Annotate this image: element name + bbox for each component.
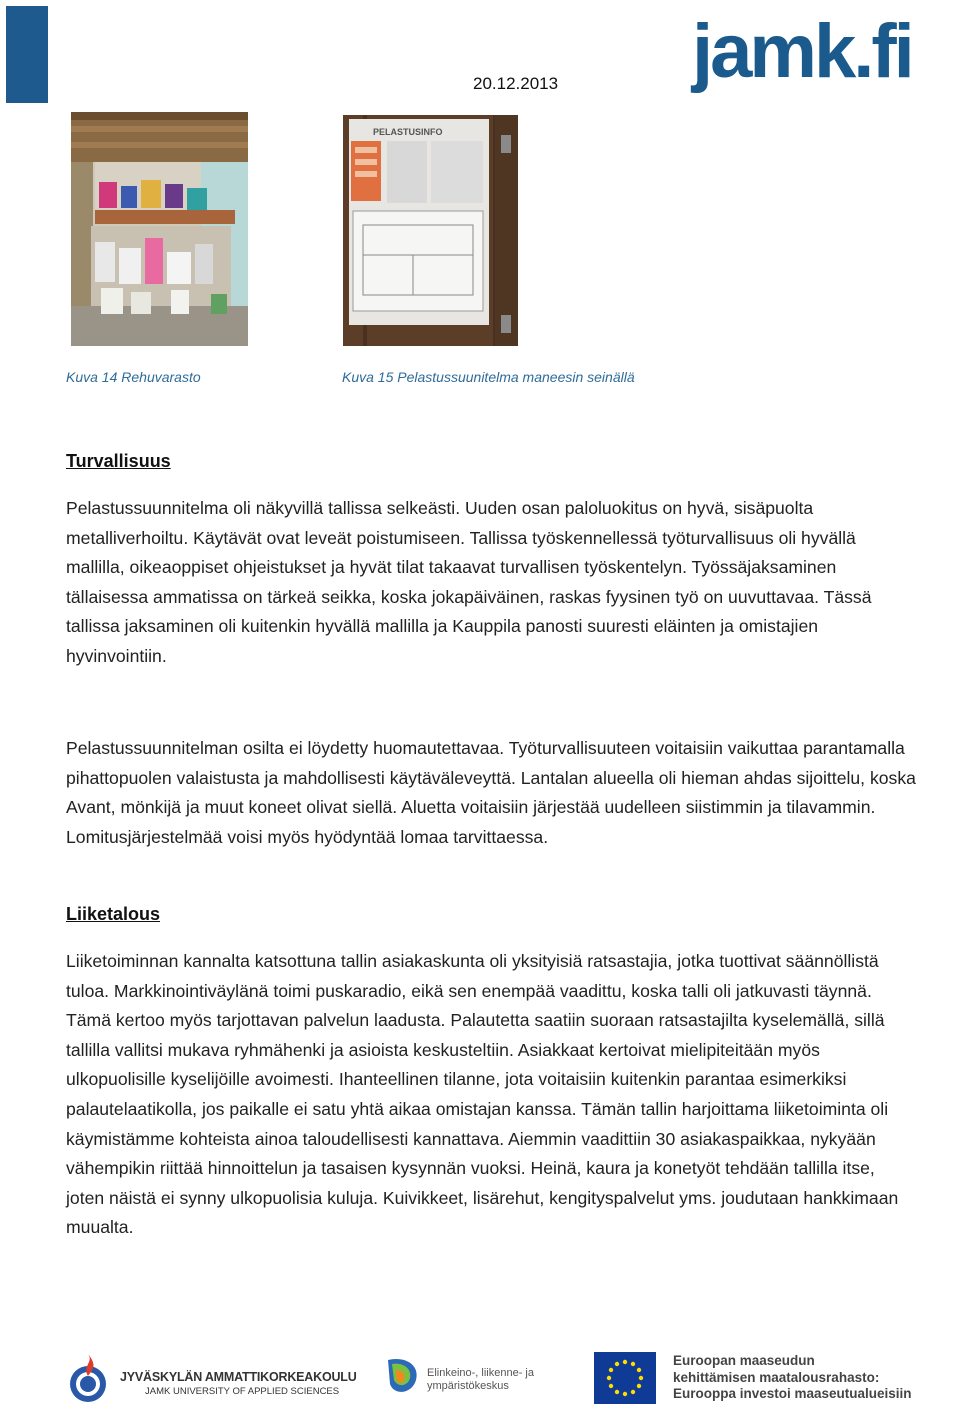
photo-rescue-plan [343, 115, 518, 346]
ely-text: Elinkeino-, liikenne- ja ympäristökeskus [427, 1367, 534, 1392]
heading-turvallisuus: Turvallisuus [66, 451, 171, 471]
jamk-name-en: JAMK UNIVERSITY OF APPLIED SCIENCES [145, 1386, 340, 1397]
paragraph-turvallisuus-1: Pelastussuunnitelma oli näkyvillä tallissa selkeästi. Uuden osan paloluokitus on hyvä, sisäpuolta metalliverhoiltu. Käytävät ovat leveät poistumiseen. Tallissa työskennellessä työturvallisuus oli hyvällä mallilla, oikeaoppiset ohjeistukset ja hyvät tilat takaavat turvallisen työskentelyn. Työssäjaksaminen tällaisessa ammatissa on tärkeä seikka, koska jokapäiväinen, raskas fyysinen työ on uuvuttavaa. Tässä tallissa jaksaminen oli kuitenkin hyvällä mallilla ja Kauppila panosti suuresti eläinten ja omistajien hyvinvointiin. [66, 498, 872, 666]
document-date: 20.12.2013 [473, 74, 559, 93]
caption-photo-14: Kuva 14 Rehuvarasto [66, 369, 201, 385]
photo-feed-storage [71, 112, 248, 346]
jamk-emblem-icon [68, 1352, 112, 1404]
jamk-name: JYVÄSKYLÄN AMMATTIKORKEAKOULU [120, 1370, 357, 1384]
caption-photo-15: Kuva 15 Pelastussuunitelma maneesin seinällä [342, 369, 635, 385]
eu-line-1: Euroopan maaseudun [673, 1353, 815, 1368]
eu-flag-icon [594, 1352, 656, 1404]
jamk-logo: jamk.fi [692, 9, 912, 94]
paragraph-turvallisuus-2: Pelastussuunnitelman osilta ei löydetty huomautettavaa. Työturvallisuuteen voitaisiin vaikuttaa parantamalla pihattopuolen valaistusta ja mahdollisesti käytäväleveyttä. Lantalan alueella oli hieman ahdas sijoittelu, koska Avant, mönkijä ja muut koneet olivat siellä. Aluetta voitaisiin järjestää uudelleen siistimmin ja tilavammin. Lomitusjärjestelmää voisi myös hyödyntää lomaa tarvittaessa. [66, 738, 916, 847]
ely-logo-icon [384, 1356, 424, 1398]
eu-line-2: kehittämisen maatalousrahasto: [673, 1369, 880, 1385]
eu-fund-text [673, 1353, 953, 1403]
heading-liiketalous: Liiketalous [66, 904, 161, 924]
eu-line-3: Eurooppa investoi maaseutualueisiin [673, 1386, 912, 1401]
paragraph-liiketalous: Liiketoiminnan kannalta katsottuna tallin asiakaskunta oli yksityisiä ratsastajia, jotka tuottivat säännöllistä tuloa. Markkinointiväylänä toimi puskaradio, eikä sen enempää vaadittu, koska talli oli jatkuvasti täynnä. Tämä kertoo myös tarjottavan palvelun laadusta. Palautetta saatiin suoraan ratsastajilta kyselemällä, sillä tallilla vallitsi mukava ryhmähenki ja asioista keskusteltiin. Asiakkaat kertoivat mielipiteitään myös ulkopuolisille kyselijöille avoimesti. Ihanteellinen tilanne, jota voitaisiin kuitenkin parantaa esimerkiksi palautelaatikolla, jos paikalle ei satu yhtä aikaa omistajan kanssa. Tämän tallin harjoittama liiketoiminta oli käymistämme kohteista ainoa taloudellisesti kannattava. Aiemmin vaadittiin 30 asiakaspaikkaa, nykyään vähempikin riittää hinnoittelun ja tasaisen kysynnän vuoksi. Heinä, kaura ja konetyöt tehdään tallilla itse, joten näistä ei synny ulkopuolisia kuluja. Kuivikkeet, lisärehut, kengityspalvelut yms. joudutaan hankkimaan muualta. [66, 951, 899, 1238]
header-blue-bar [6, 6, 48, 103]
rescue-sign-text: PELASTUSINFO [373, 127, 443, 137]
